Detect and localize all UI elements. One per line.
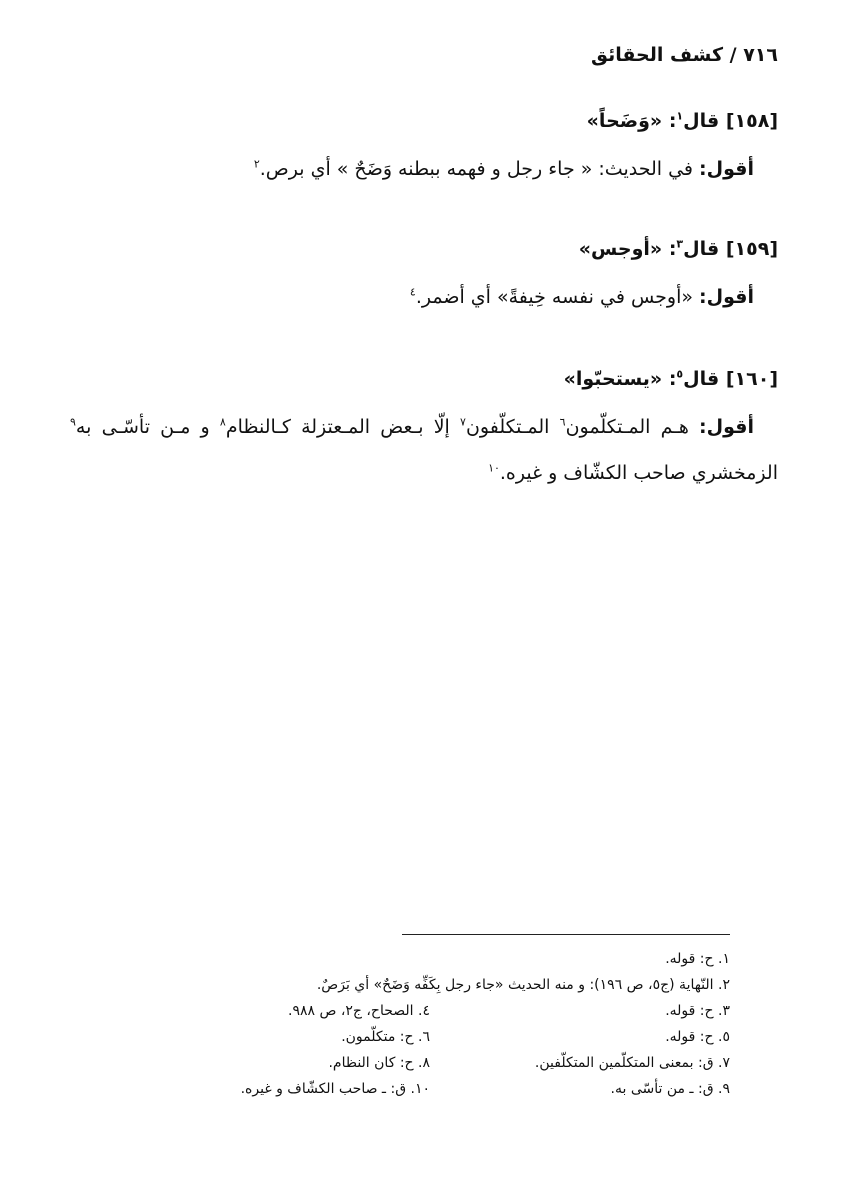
footnote-3: ٣. ح: قوله. (665, 1003, 730, 1019)
footnote-row (90, 972, 730, 998)
body-text: هـم المـتكلّمون (565, 416, 700, 438)
entry-159 (70, 234, 778, 320)
entry-body (70, 146, 778, 192)
qala-label: قال (683, 368, 720, 390)
footnotes (90, 946, 730, 1102)
qala-label: قال (683, 110, 720, 132)
body-text: و مـن تأسّـى به (75, 416, 220, 438)
footnote-10: ١٠. ق: ـ صاحب الكشّاف و غيره. (240, 1081, 430, 1097)
body-text: «أوجس في نفسه خِيفةً» أي أضمر. (415, 286, 700, 308)
footnote-2: ٢. النّهاية (ج٥، ص ١٩٦): و منه الحديث «جاء رجل بِكَفِّه وَضَحٌ» أي بَرَصٌ. (316, 977, 730, 993)
footnote-ref: ١ (676, 109, 684, 123)
footnote-row (90, 1050, 730, 1076)
entry-160 (70, 364, 778, 496)
footnote-4: ٤. الصحاح، ج٢، ص ٩٨٨. (288, 1003, 430, 1019)
footnote-row (90, 998, 730, 1024)
body-text: إلّا بـعض المـعتزلة كـالنظام (225, 416, 461, 438)
footnote-row (90, 1076, 730, 1102)
body-text: في الحديث: « جاء رجل و فهمه ببطنه وَضَحٌ » أي برص. (259, 158, 700, 180)
entry-number: [١٥٨] (725, 110, 778, 132)
entry-head (70, 106, 778, 136)
footnote-separator (402, 934, 730, 935)
aqulu-label: أقول: (699, 286, 754, 308)
headword: : «وَضَحاً» (586, 110, 677, 132)
footnote-7: ٧. ق: بمعنى المتكلّمين المتكلّفين. (534, 1055, 730, 1071)
footnote-ref: ٥ (676, 367, 684, 381)
aqulu-label: أقول: (699, 158, 754, 180)
footnote-ref: ١٠ (488, 461, 500, 475)
footnote-ref: ٢ (253, 157, 260, 171)
footnote-1: ١. ح: قوله. (665, 951, 730, 967)
entry-number: [١٦٠] (725, 368, 778, 390)
body-text: المـتكلّفون (465, 416, 560, 438)
footnote-row (90, 1024, 730, 1050)
footnote-ref: ٣ (676, 237, 684, 251)
aqulu-label: أقول: (699, 416, 754, 438)
footnote-5: ٥. ح: قوله. (665, 1029, 730, 1045)
footnote-ref: ٩ (70, 415, 76, 429)
entry-body (70, 274, 778, 320)
footnote-row (90, 946, 730, 972)
entry-number: [١٥٩] (725, 238, 778, 260)
footnote-8: ٨. ح: كان النظام. (328, 1055, 430, 1071)
body-text: الزمخشري صاحب الكشّاف و غيره. (499, 462, 778, 484)
entry-body (70, 404, 778, 496)
footnote-6: ٦. ح: متكلّمون. (341, 1029, 430, 1045)
footnote-9: ٩. ق: ـ من تأسّى به. (610, 1081, 730, 1097)
footnote-ref: ٤ (409, 285, 416, 299)
footnote-ref: ٧ (460, 415, 466, 429)
entry-head (70, 234, 778, 264)
headword: : «يستحبّوا» (563, 368, 677, 390)
running-head: ٧١٦ / كشف الحقائق (590, 44, 778, 66)
footnote-ref: ٨ (219, 415, 226, 429)
footnote-ref: ٦ (559, 415, 566, 429)
entry-158 (70, 106, 778, 192)
headword: : «أوجس» (578, 238, 677, 260)
entry-head (70, 364, 778, 394)
qala-label: قال (683, 238, 720, 260)
